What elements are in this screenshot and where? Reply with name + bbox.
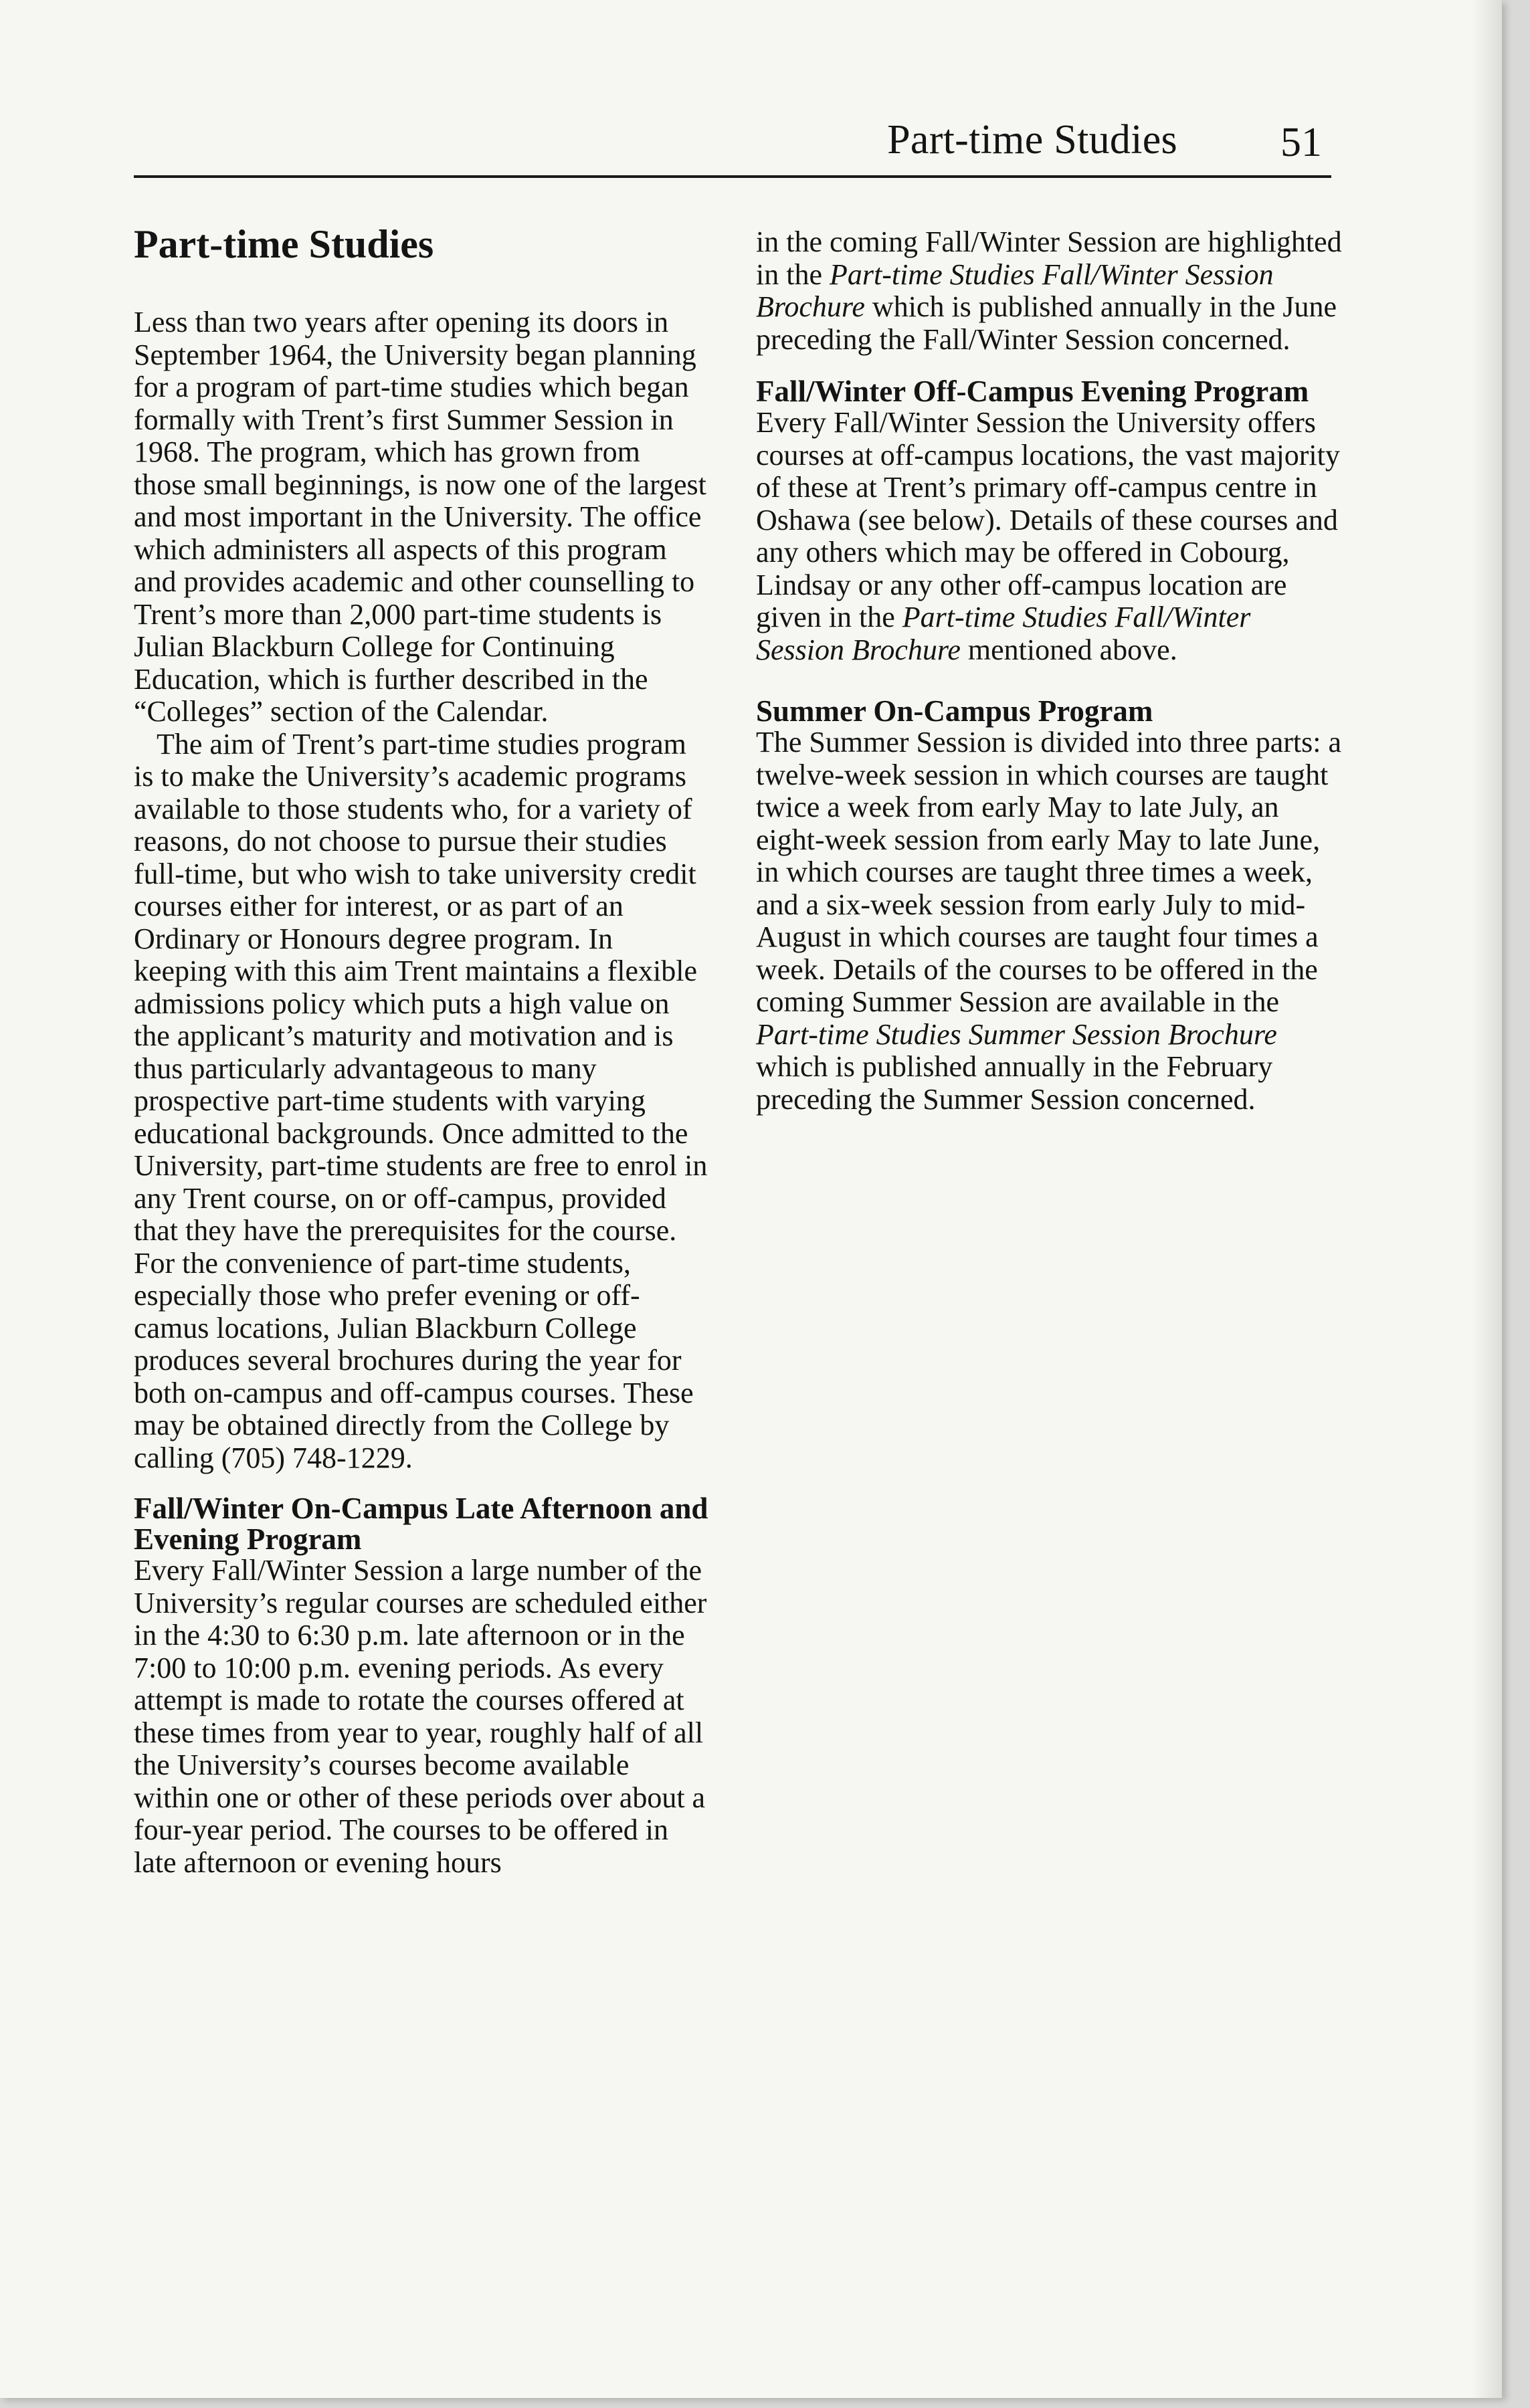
continuation-paragraph (756, 226, 1345, 356)
summer-text-start: The Summer Session is divided into three parts: a twelve-week session in which courses are taught twice a week from early May to late July, an eight-week session from early May to late June, in which courses are taught three times a week, and a six-week session from early July to mid-August in which courses are taught four times a week. Details of the courses to be offered in the coming Summer Session are available in the (756, 726, 1341, 1018)
off-campus-heading: Fall/Winter Off-Campus Evening Program (756, 375, 1309, 408)
off-campus-text-start: Every Fall/Winter Session the University offers courses at off-campus locations, the vast majority of these at Trent’s primary off-campus centre in Oshawa (see below). Details of these courses and any others which may be offered in Cobourg, Lindsay or any other off-campus location are given in the (756, 406, 1340, 633)
right-column (756, 226, 1345, 1116)
summer-paragraph (756, 726, 1345, 1116)
running-head (134, 114, 1331, 177)
left-column (134, 221, 709, 1879)
off-campus-paragraph (756, 407, 1345, 666)
continuation-end: which is published annually in the June preceding the Fall/Winter Session concerned. (756, 290, 1337, 356)
page-edge-shadow (1472, 0, 1502, 2398)
late-afternoon-paragraph: Every Fall/Winter Session a large number of the University’s regular courses are scheduled either in the 4:30 to 6:30 p.m. late afternoon or in the 7:00 to 10:00 p.m. evening periods. As every attempt is made to rotate the courses offered at these times from year to year, roughly half of all the University’s courses become available within one or other of these periods over about a four-year period. The courses to be offered in late afternoon or evening hours (134, 1554, 707, 1879)
running-head-title: Part-time Studies (887, 117, 1177, 163)
intro-paragraph: Less than two years after opening its doors in September 1964, the University began planning for a program of part-time studies which began formally with Trent’s first Summer Session in 1968. The program, which has grown from those small beginnings, is now one of the largest and most important in the University. The office which administers all aspects of this program and provides academic and other counselling to Trent’s more than 2,000 part-time students is Julian Blackburn College for Continuing Education, which is further described in the “Colleges” section of the Calendar. (134, 306, 706, 728)
off-campus-brochure-title: Part-time Studies Fall/Winter Session Brochure (756, 601, 1251, 666)
off-campus-text-end: mentioned above. (967, 633, 1177, 666)
page-number: 51 (1280, 120, 1322, 165)
header-rule (134, 175, 1331, 178)
continuation-brochure-title: Part-time Studies Fall/Winter Session Brochure (756, 258, 1274, 323)
summer-heading: Summer On-Campus Program (756, 694, 1153, 728)
summer-brochure-title: Part-time Studies Summer Session Brochure (756, 1017, 1277, 1051)
aim-paragraph: The aim of Trent’s part-time studies program is to make the University’s academic programs available to those students who, for a variety of reasons, do not choose to pursue their studies full-time, but who wish to take university credit courses either for interest, or as part of an Ordinary or Honours degree program. In keeping with this aim Trent maintains a flexible admissions policy which puts a high value on the applicant’s maturity and motivation and is thus particularly advantageous to many prospective part-time students with varying educational backgrounds. Once admitted to the University, part-time students are free to enrol in any Trent course, on or off-campus, provided that they have the prerequisites for the course. For the convenience of part-time students, especially those who prefer evening or off-camus locations, Julian Blackburn College produces several brochures during the year for both on-campus and off-campus courses. These may be obtained directly from the College by calling (705) 748-1229. (134, 727, 708, 1474)
summer-text-end: which is published annually in the February preceding the Summer Session concerned. (756, 1050, 1273, 1116)
late-afternoon-heading: Fall/Winter On-Campus Late Afternoon and Evening Program (134, 1492, 708, 1556)
section-title: Part-time Studies (134, 222, 434, 266)
continuation-start: in the coming Fall/Winter Session are highlighted in the (756, 225, 1342, 291)
